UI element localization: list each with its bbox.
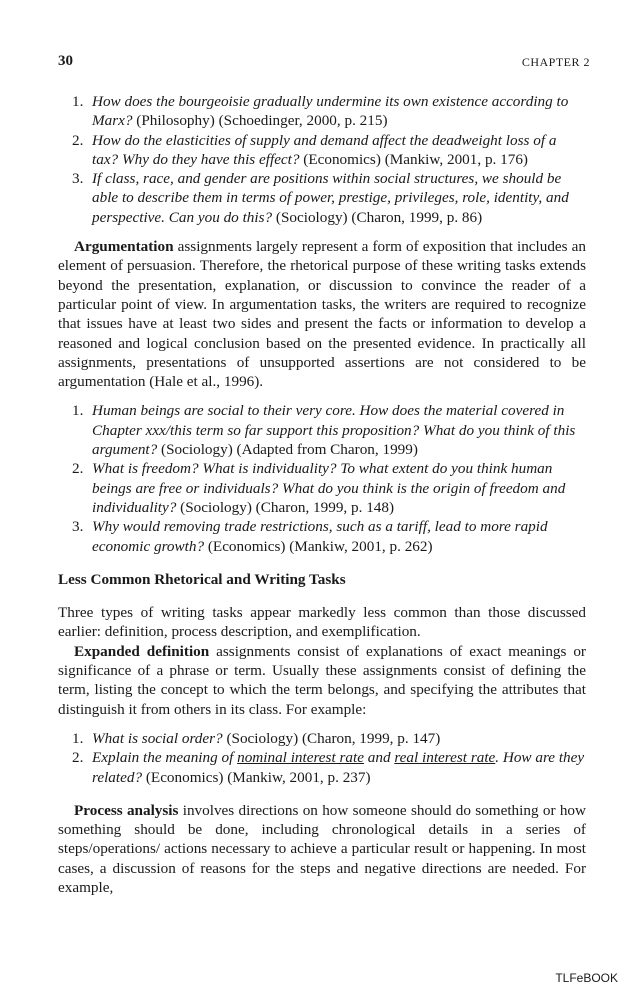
expanded-definition-paragraph: Expanded definition assignments consist of explanations of exact meanings or significance of a phrase or term. Usually these assignments consist of defining the term, listing the concept to which the term belongs, and specifying the attributes that distinguish it from others in its class. For example: (58, 642, 586, 718)
page-content (58, 92, 586, 897)
list-philosophy-economics-sociology (58, 92, 586, 227)
list-argumentation-examples (58, 401, 586, 555)
list-item: 2. How do the elasticities of supply and demand affect the deadweight loss of a tax? Why do they have this effect? (Economics) (Mankiw, 2001, p. 176) (72, 131, 557, 168)
list-item: 3. If class, race, and gender are positions within social structures, we should be able to describe them in terms of power, prestige, privileges, role, identity, and perspective. Can you do this? (Sociology) (Charon, 1999, p. 86) (72, 170, 569, 226)
footer-watermark: TLFeBOOK (555, 971, 618, 985)
page-number: 30 (58, 53, 73, 69)
list-item: 2. What is freedom? What is individuality? To what extent do you think human beings are free or individuals? What do you think is the origin of freedom and individuality? (Sociology) (Charon, 1999, p. 148) (72, 460, 566, 516)
argumentation-term: Argumentation (74, 238, 174, 256)
list-item: 1. How does the bourgeoisie gradually undermine its own existence according to Marx? (Philosophy) (Schoedinger, 2000, p. 215) (72, 93, 569, 130)
list-item: 1. What is social order? (Sociology) (Charon, 1999, p. 147) (72, 729, 441, 747)
argumentation-paragraph: Argumentation assignments largely represent a form of exposition that includes an element of persuasion. Therefore, the rhetorical purpose of these writing tasks extends beyond the presentation, explanation, or discussion to convince the reader of a particular point of view. In argumentation tasks, the writers are required to recognize that issues have at least two sides and present the facts or information to develop a reasoned and logical conclusion based on the presented evidence. In practically all assignments, presentations of unsupported assertions are not considered to be argumentation (Hale et al., 1996). (58, 238, 586, 391)
process-analysis-paragraph: Process analysis involves directions on how someone should do something or how something should be done, including chronological details in a series of steps/operations/ actions necessary to achieve a particular result or happening. In most cases, a discussion of reasons for the steps and negative directions are needed. For example, (58, 801, 586, 896)
section-heading: Less Common Rhetorical and Writing Tasks (58, 570, 346, 588)
list-item: 2. Explain the meaning of nominal interest rate and real interest rate. How are they related? (Economics) (Mankiw, 2001, p. 237) (72, 749, 585, 786)
process-analysis-term: Process analysis (74, 801, 179, 819)
list-item: 1. Human beings are social to their very core. How does the material covered in Chapter xxx/this term so far support this proposition? What do you think of this argument? (Sociology) (Adapted from Charon, 1999) (72, 402, 576, 459)
expanded-definition-term: Expanded definition (74, 642, 210, 660)
running-head: CHAPTER 2 (521, 55, 590, 69)
intro-paragraph: Three types of writing tasks appear markedly less common than those discussed earlier: definition, process description, and exemplification. (58, 604, 586, 641)
list-item: 3. Why would removing trade restrictions, such as a tariff, lead to more rapid economic growth? (Economics) (Mankiw, 2001, p. 262) (72, 518, 548, 555)
list-definition-examples (58, 729, 586, 787)
